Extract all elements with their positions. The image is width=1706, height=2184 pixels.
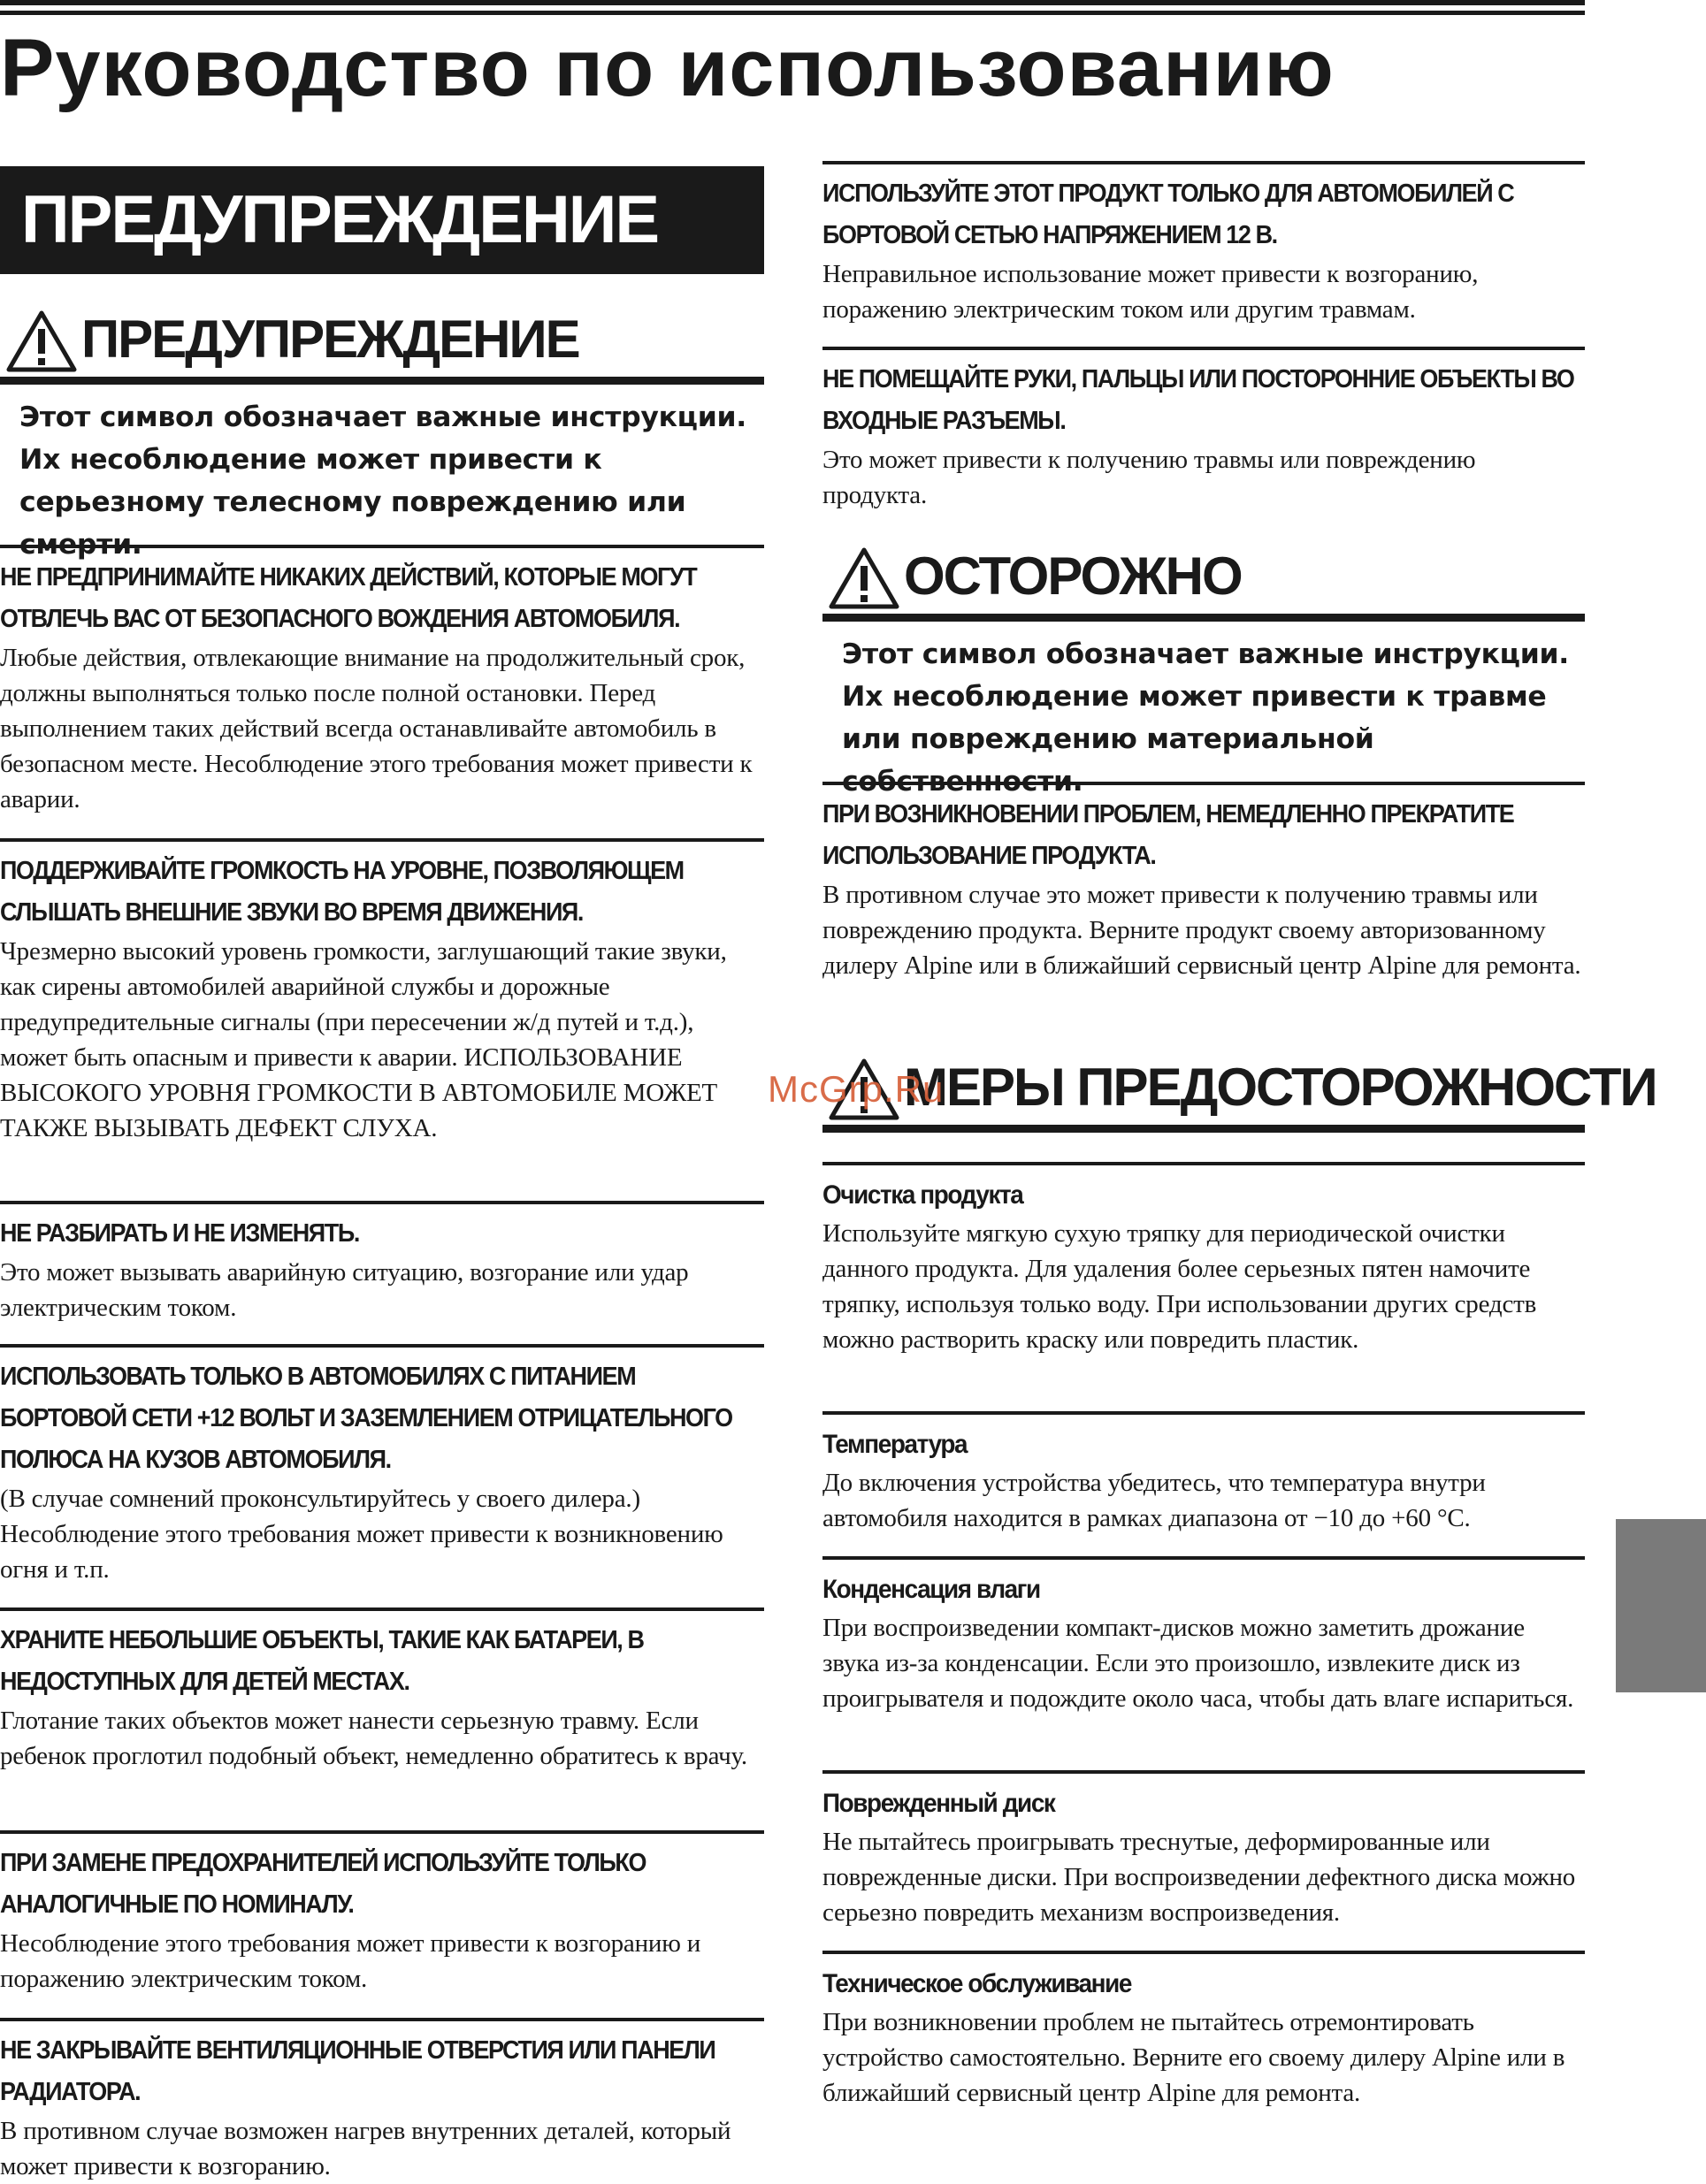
item-heading: ИСПОЛЬЗОВАТЬ ТОЛЬКО В АВТОМОБИЛЯХ С ПИТАНИЕМ БОРТОВОЙ СЕТИ +12 ВОЛЬТ И ЗАЗЕМЛЕНИЕМ ОТРИЦАТЕЛЬНОГО ПОЛЮСА НА КУЗОВ АВТОМОБИЛЯ. [0, 1363, 732, 1474]
item-heading: ПРИ ВОЗНИКНОВЕНИИ ПРОБЛЕМ, НЕМЕДЛЕННО ПРЕКРАТИТЕ ИСПОЛЬЗОВАНИЕ ПРОДУКТА. [822, 800, 1514, 870]
item-heading: НЕ ПРЕДПРИНИМАЙТЕ НИКАКИХ ДЕЙСТВИЙ, КОТОРЫЕ МОГУТ ОТВЛЕЧЬ ВАС ОТ БЕЗОПАСНОГО ВОЖДЕНИЯ АВТОМОБИЛЯ. [0, 563, 697, 633]
item-body: (В случае сомнений проконсультируйтесь у своего дилера.) Несоблюдение этого требования может привести к возникновению огня и т.п. [0, 1485, 723, 1584]
item-body: Несоблюдение этого требования может привести к возгоранию и поражению электрическим током. [0, 1929, 701, 1993]
caution-section-label: ОСТОРОЖНО [904, 546, 1242, 606]
page-title: Руководство по использованию [0, 23, 1335, 113]
warning-triangle-icon [5, 309, 78, 373]
caution-intro: Этот символ обозначает важные инструкции. Их несоблюдение может привести к травме или повреждению материальной собственности. [842, 638, 1569, 798]
warning-item [0, 1201, 764, 1325]
item-body: Чрезмерно высокий уровень громкости, заглушающий такие звуки, как сирены автомобилей аварийной службы и дорожные предупредительные сигналы (при пересечении ж/д путей и т.д.), может быть опасным и привести к аварии. ИСПОЛЬЗОВАНИЕ ВЫСОКОГО УРОВНЯ ГРОМКОСТИ В АВТОМОБИЛЕ МОЖЕТ ТАКЖЕ ВЫЗЫВАТЬ ДЕФЕКТ СЛУХА. [0, 937, 727, 1142]
item-heading: Конденсация влаги [822, 1575, 1040, 1604]
item-heading: ИСПОЛЬЗУЙТЕ ЭТОТ ПРОДУКТ ТОЛЬКО ДЛЯ АВТОМОБИЛЕЙ С БОРТОВОЙ СЕТЬЮ НАПРЯЖЕНИЕМ 12 В. [822, 179, 1514, 249]
item-body: Используйте мягкую сухую тряпку для периодической очистки данного продукта. Для удаления более серьезных пятен намочите тряпку, используя только воду. При использовании других средств можно растворить краску или повредить пластик. [822, 1219, 1537, 1354]
item-heading: НЕ РАЗБИРАТЬ И НЕ ИЗМЕНЯТЬ. [0, 1219, 359, 1248]
caution-section-header [822, 541, 1585, 622]
warning-item [0, 2018, 764, 2184]
precautions-section-label: МЕРЫ ПРЕДОСТОРОЖНОСТИ [904, 1058, 1656, 1117]
warning-item [0, 1607, 764, 1774]
caution-item [822, 782, 1585, 983]
warning-section-label: ПРЕДУПРЕЖДЕНИЕ [81, 309, 579, 369]
item-body: В противном случае возможен нагрев внутренних деталей, который может привести к возгоранию. [0, 2117, 731, 2180]
item-heading: Температура [822, 1430, 968, 1459]
item-body: До включения устройства убедитесь, что температура внутри автомобиля находится в рамках диапазона от −10 до +60 °C. [822, 1469, 1486, 1532]
item-heading: НЕ ПОМЕЩАЙТЕ РУКИ, ПАЛЬЦЫ ИЛИ ПОСТОРОННИЕ ОБЪЕКТЫ ВО ВХОДНЫЕ РАЗЪЕМЫ. [822, 365, 1574, 435]
item-heading: Техническое обслуживание [822, 1969, 1132, 1998]
item-heading: НЕ ЗАКРЫВАЙТЕ ВЕНТИЛЯЦИОННЫЕ ОТВЕРСТИЯ ИЛИ ПАНЕЛИ РАДИАТОРА. [0, 2036, 715, 2106]
item-body: При возникновении проблем не пытайтесь отремонтировать устройство самостоятельно. Верните его своему дилеру Alpine или в ближайший сервисный центр Alpine для ремонта. [822, 2008, 1565, 2107]
warning-section-header [0, 304, 764, 385]
top-rule-thin [0, 11, 1585, 15]
warning-item [822, 347, 1585, 513]
warning-item [0, 838, 764, 1146]
precaution-item [822, 1556, 1585, 1716]
precaution-item [822, 1951, 1585, 2111]
item-body: Любые действия, отвлекающие внимание на продолжительный срок, должны выполняться только после полной остановки. Перед выполнением таких действий всегда останавливайте автомобиль в безопасном месте. Несоблюдение этого требования может привести к аварии. [0, 644, 753, 813]
item-heading: ПОДДЕРЖИВАЙТЕ ГРОМКОСТЬ НА УРОВНЕ, ПОЗВОЛЯЮЩЕМ СЛЫШАТЬ ВНЕШНИЕ ЗВУКИ ВО ВРЕМЯ ДВИЖЕНИЯ. [0, 857, 684, 927]
precaution-item [822, 1770, 1585, 1930]
caution-triangle-icon [828, 546, 900, 610]
item-heading: ХРАНИТЕ НЕБОЛЬШИЕ ОБЪЕКТЫ, ТАКИЕ КАК БАТАРЕИ, В НЕДОСТУПНЫХ ДЛЯ ДЕТЕЙ МЕСТАХ. [0, 1626, 644, 1696]
warning-item [0, 545, 764, 817]
warning-banner: ПРЕДУПРЕЖДЕНИЕ [0, 166, 764, 274]
top-rule [0, 0, 1585, 5]
item-heading: Поврежденный диск [822, 1789, 1055, 1818]
item-heading: Очистка продукта [822, 1180, 1023, 1210]
item-body: Это может вызывать аварийную ситуацию, возгорание или удар электрическим током. [0, 1258, 689, 1322]
item-body: В противном случае это может привести к получению травмы или повреждению продукта. Верните продукт своему авторизованному дилеру Alpine или в ближайший сервисный центр Alpine для ремонта. [822, 881, 1581, 980]
item-heading: ПРИ ЗАМЕНЕ ПРЕДОХРАНИТЕЛЕЙ ИСПОЛЬЗУЙТЕ ТОЛЬКО АНАЛОГИЧНЫЕ ПО НОМИНАЛУ. [0, 1849, 646, 1919]
item-body: Это может привести к получению травмы или повреждению продукта. [822, 446, 1476, 509]
item-body: При воспроизведении компакт-дисков можно заметить дрожание звука из-за конденсации. Если это произошло, извлеките диск из проигрывателя и подождите около часа, чтобы дать влаге испариться. [822, 1614, 1574, 1713]
warning-item [0, 1344, 764, 1587]
warning-intro: Этот символ обозначает важные инструкции. Их несоблюдение может привести к серьезному телесному повреждению или смерти. [19, 401, 746, 561]
item-body: Глотание таких объектов может нанести серьезную травму. Если ребенок проглотил подобный объект, немедленно обратитесь к врачу. [0, 1707, 747, 1770]
language-tab-marker [1616, 1519, 1706, 1692]
watermark: McGrp.Ru [768, 1068, 945, 1110]
precaution-item [822, 1411, 1585, 1536]
item-body: Не пытайтесь проигрывать треснутые, деформированные или поврежденные диски. При воспроизведении дефектного диска можно серьезно повредить механизм воспроизведения. [822, 1828, 1576, 1927]
warning-item [0, 1830, 764, 1997]
item-body: Неправильное использование может привести к возгоранию, поражению электрическим током или другим травмам. [822, 260, 1479, 324]
warning-item [822, 161, 1585, 327]
precaution-item [822, 1162, 1585, 1357]
